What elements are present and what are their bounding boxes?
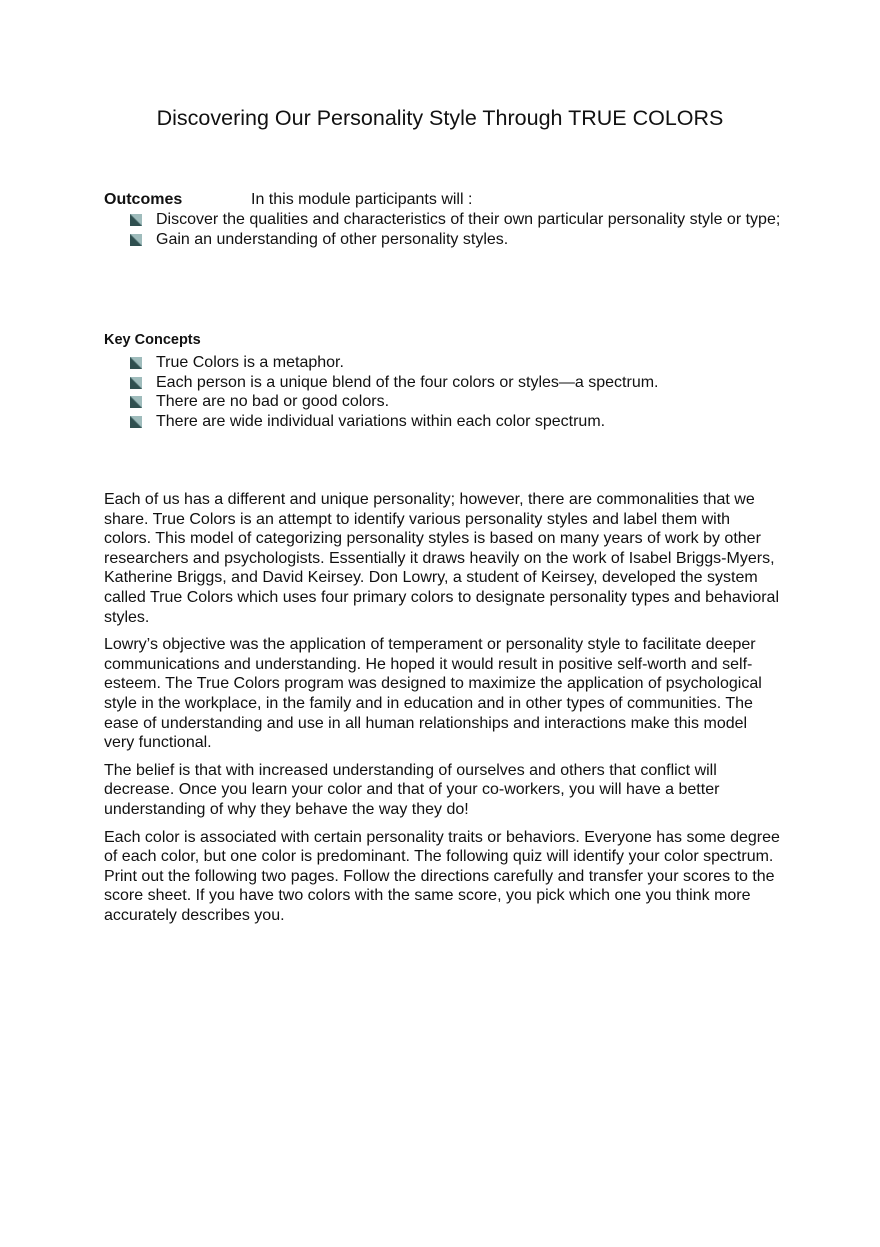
list-item [156,210,784,230]
square-bullet-icon [130,234,142,246]
key-concepts-list [104,353,784,431]
body-text-section [104,490,780,933]
square-bullet-icon [130,214,142,226]
concept-text: There are wide individual variations within each color spectrum. [156,412,606,430]
body-paragraph: Lowry’s objective was the application of temperament or personality style to facilitate deeper communications and understanding. He hoped it would result in positive self-worth and self-esteem. The True Colors program was designed to maximize the application of psychological style in the workplace, in the family and in education and in other types of communities. The ease of understanding and use in all human relationships and interactions make this model very functional. [104,636,762,752]
square-bullet-icon [130,416,142,428]
body-paragraph: The belief is that with increased understanding of ourselves and others that conflict will decrease. Once you learn your color and that of your co-workers, you will have a better understanding of why they behave the way they do! [104,761,720,818]
list-item [156,412,784,432]
outcomes-section [104,190,784,249]
key-concepts-label: Key Concepts [104,332,201,348]
list-item [156,230,784,250]
square-bullet-icon [130,377,142,389]
concept-text: Each person is a unique blend of the four colors or styles—a spectrum. [156,373,659,391]
square-bullet-icon [130,396,142,408]
list-item [156,353,784,373]
body-paragraph: Each of us has a different and unique personality; however, there are commonalities that we share. True Colors is an attempt to identify various personality styles and label them with colors. This model of categorizing personality styles is based on many years of work by other researchers and psychologists. Essentially it draws heavily on the work of Isabel Briggs-Myers, Katherine Briggs, and David Keirsey. Don Lowry, a student of Keirsey, developed the system called True Colors which uses four primary colors to designate personality types and behavioral styles. [104,491,780,626]
list-item [156,392,784,412]
concept-text: There are no bad or good colors. [156,393,390,410]
document-title: Discovering Our Personality Style Through TRUE COLORS [156,106,724,130]
body-paragraph: Each color is associated with certain personality traits or behaviors. Everyone has some degree of each color, but one color is predominant. The following quiz will identify your color spectrum. Print out the following two pages. Follow the directions carefully and transfer your scores to the score sheet. If you have two colors with the same score, you pick which one you think more accurately describes you. [104,828,780,924]
outcome-text: Discover the qualities and characteristics of their own particular personality style or type; [156,211,781,228]
key-concepts-section [104,330,784,431]
outcome-text: Gain an understanding of other personality styles. [156,230,509,248]
list-item [156,373,784,393]
outcomes-header [104,190,784,210]
square-bullet-icon [130,357,142,369]
outcomes-label: Outcomes [104,191,183,208]
concept-text: True Colors is a metaphor. [156,354,344,371]
outcomes-list [104,210,784,249]
outcomes-intro: In this module participants will : [251,191,473,208]
